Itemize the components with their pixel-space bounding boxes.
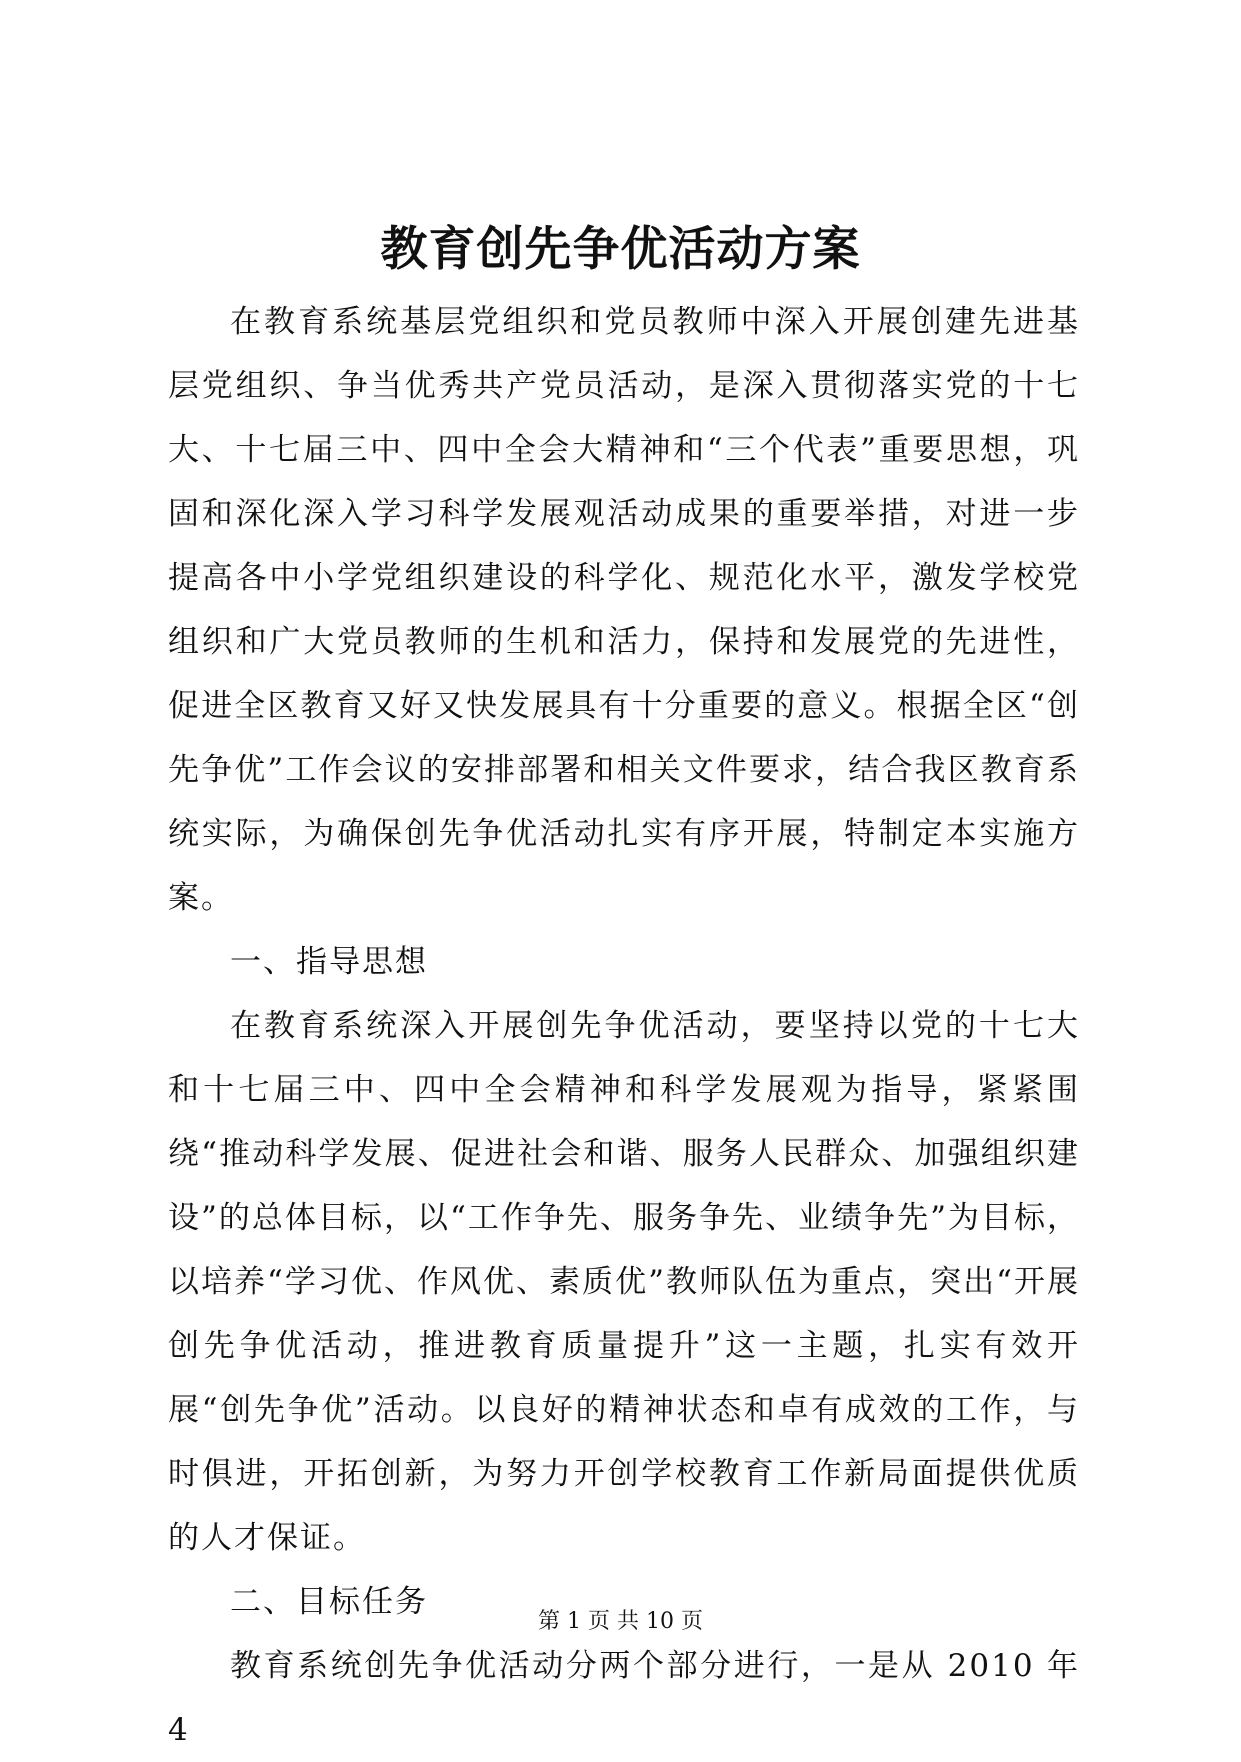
- page-footer: 第 1 页 共 10 页: [538, 1609, 703, 1634]
- document-title: 教育创先争优活动方案: [380, 222, 861, 277]
- intro-paragraph: 在教育系统基层党组织和党员教师中深入开展创建先进基层党组织、争当优秀共产党员活动，是深入贯彻落实党的十七大、十七届三中、四中全会大精神和“三个代表”重要思想，巩固和深化深入学习科学发展观活动成果的重要举措，对进一步提高各中小学党组织建设的科学化、规范化水平，激发学校党组织和广大党员教师的生机和活力，保持和发展党的先进性，促进全区教育又好又快发展具有十分重要的意义。根据全区“创先争优”工作会议的安排部署和相关文件要求，结合我区教育系统实际，为确保创先争优活动扎实有序开展，特制定本实施方案。: [168, 304, 1080, 916]
- goals-tasks-paragraph: 教育系统创先争优活动分两个部分进行，一是从 2010 年 4: [168, 1648, 1080, 1748]
- section-heading-guiding-thought: 一、指导思想: [230, 944, 428, 980]
- guiding-thought-paragraph: 在教育系统深入开展创先争优活动，要坚持以党的十七大和十七届三中、四中全会精神和科学发展观为指导，紧紧围绕“推动科学发展、促进社会和谐、服务人民群众、加强组织建设”的总体目标，以“工作争先、服务争先、业绩争先”为目标，以培养“学习优、作风优、素质优”教师队伍为重点，突出“开展创先争优活动，推进教育质量提升”这一主题，扎实有效开展“创先争优”活动。以良好的精神状态和卓有成效的工作，与时俱进，开拓创新，为努力开创学校教育工作新局面提供优质的人才保证。: [168, 1008, 1080, 1556]
- section-heading-goals-tasks: 二、目标任务: [230, 1584, 428, 1620]
- document-body: [168, 290, 1080, 1762]
